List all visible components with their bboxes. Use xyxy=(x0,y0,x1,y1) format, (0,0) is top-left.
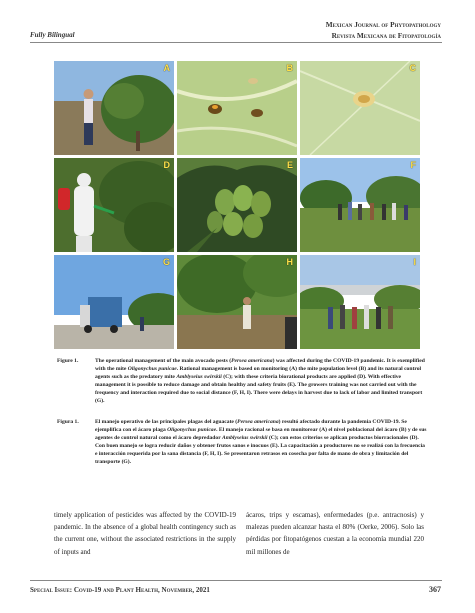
panel-label: A xyxy=(163,63,170,73)
caption-label: Figura 1. xyxy=(57,419,79,425)
photo-panel-b xyxy=(177,61,297,155)
body-text-left-column: timely application of pesticides was affected by the COVID-19 pandemic. In the absence of a global health contingency such as the current one, without the associated restrictions in the supply of inputs and xyxy=(54,511,236,556)
photo-panel-e xyxy=(177,158,297,252)
running-header-left: Fully Bilingual xyxy=(30,31,75,39)
photo-panel-g xyxy=(54,255,174,349)
photo-panel-a xyxy=(54,61,174,155)
footer-issue-title: Special Issue: Covid-19 and Plant Health, November, 2021 xyxy=(30,586,210,594)
journal-title-es: Revista Mexicana de Fitopatología xyxy=(331,31,441,40)
caption-label: Figure 1. xyxy=(57,358,79,364)
figure-caption-es xyxy=(57,418,427,467)
body-text-right-column: ácaros, trips y escamas), enfermedades (p.e. antracnosis) y malezas pueden alcanzar hasta el 80% (Oerke, 2006). Solo las pérdidas por fitopatógenos cuestan a la economía mundial 220 mil millones de xyxy=(246,511,424,556)
photo-panel-h xyxy=(177,255,297,349)
journal-title-block xyxy=(326,19,441,41)
figure-caption-en xyxy=(57,357,427,406)
photo-panel-i xyxy=(300,255,420,349)
panel-label: F xyxy=(410,160,416,170)
panel-label: I xyxy=(413,257,416,267)
header-rule xyxy=(30,42,442,43)
panel-label: B xyxy=(286,63,293,73)
caption-body: El manejo operativo de las principales plagas del aguacate (Persea americana) resultó afectado durante la pandemia COVID-19. Se ejemplifica con el ácaro plaga Oligonychus punicae. El manejo racional se basa en monitorear (A) el nivel poblacional del ácaro (B) y de sus agentes de control natural como el ácaro depredador Amblyseius swirskii (C); con estos criterios se aplican productos biorracionales (D). Con buen manejo se logra reducir daños y obtener frutos sanos e inocuos (E). La capacitación a productores no se realizó con la frecuencia e interacción requerida por la sana distancia (F, H, I). Se presentaron retrasos en cosecha por falta de mano de obra y limitación del transporte (G). xyxy=(95,419,427,466)
photo-panel-f xyxy=(300,158,420,252)
panel-label: D xyxy=(163,160,170,170)
footer-rule xyxy=(30,580,442,581)
panel-label: E xyxy=(286,160,293,170)
panel-label: G xyxy=(162,257,170,267)
panel-label: C xyxy=(409,63,416,73)
figure-grid xyxy=(54,61,420,349)
photo-panel-d xyxy=(54,158,174,252)
caption-body: The operational management of the main avocado pests (Persea americana) was affected during the COVID-19 pandemic. It is exemplified with the mite Oligonychus punicae. Rational management is based on monitoring (A) the mite population level (B) and its natural control agents such as the predatory mite Amblyseius swirskii (C); with these criteria biorational products are applied (D). With effective management it is possible to reduce damage and obtain healthy and safety fruits (E). The growers training was not carried out with the frequency and interaction required due to social distance (F, H, I). There were delays in harvest due to lack of labor and limited transport (G). xyxy=(95,358,425,405)
photo-panel-c xyxy=(300,61,420,155)
journal-title-en: Mexican Journal of Phytopathology xyxy=(325,20,441,29)
page-number: 367 xyxy=(429,585,441,594)
panel-label: H xyxy=(286,257,293,267)
